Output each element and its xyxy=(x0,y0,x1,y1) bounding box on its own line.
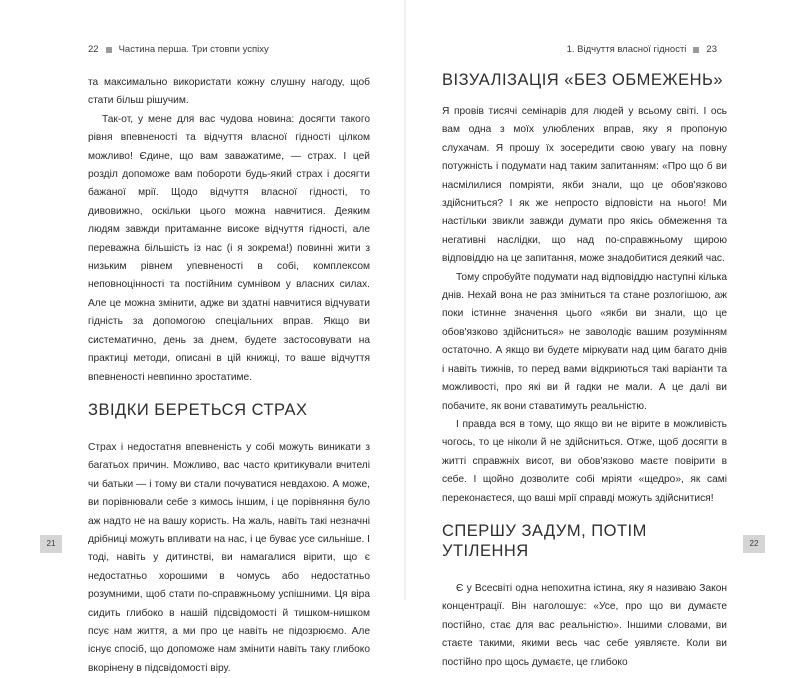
left-text-column xyxy=(88,74,370,678)
right-text-column xyxy=(442,71,727,672)
paragraph: Так-от, у мене для вас чудова новина: досягти такого рівня впевненості та відчуття власної гідності цілком можливо! Єдине, що вам заважатиме, — страх. І цей розділ допоможе вам побороти будь-який страх і досягти бажаної мрії. Щодо відчуття власної гідності, то дивовижно, оскільки цього можна навчитися. Деяким людям завжди притаманне високе відчуття гідності, але переважна більшість із нас (і я зокрема!) повинні жити з низьким рівнем упевненості в собі, комплексом неповноцінності та постійним сумнівом у власних силах. Але це можна змінити, адже ви здатні навчитися відчувати гідність за допомогою спеціальних вправ. Якщо ви систематично, день за днем, будете застосовувати на практиці методи, описані в цій книжці, то ваше відчуття впевненості невпинно зростатиме. xyxy=(88,113,370,383)
right-section-heading-1: ВІЗУАЛІЗАЦІЯ «БЕЗ ОБМЕЖЕНЬ» xyxy=(442,71,724,89)
left-page-folio: 21 xyxy=(40,535,62,553)
paragraph: Страх і недостатня впевненість у собі можуть виникати з багатьох причин. Можливо, вас часто критикували вчителі чи батьки — і тому ви стали почуватися невдахою. А може, ви порівнювали себе з кимось іншим, і це порівняння було аж надто не на вашу користь. На жаль, навіть такі незначні дрібниці можуть впливати на нас, і це буває усе сильніше. І тоді, навіть у дитинстві, ви намагалися вірити, що є недостатньо хорошими в чомусь або недостатньо розумними, щоб стати по-справжньому успішними. Ця віра сидить глибоко в нашій підсвідомості й тишком-нишком псує нам життя, а ми про це навіть не підозрюємо. Але існує спосіб, що допоможе нам змінити навіть таку глибоко вкорінену в підсвідомості віру. xyxy=(88,441,370,674)
paragraph: та максимально використати кожну слушну нагоду, щоб стати більш рішучим. xyxy=(88,77,370,107)
right-running-head xyxy=(567,44,717,55)
paragraph: Є у Всесвіті одна непохитна істина, яку я називаю Закон концентрації. Він наголошує: «Усе, про що ви думаєте постійно, стає для вас реальністю». Іншими словами, ви стаєте такими, якими весь час себе уявляєте. Коли ви постійно про щось думаєте, це глибоко xyxy=(442,582,727,668)
header-square-icon xyxy=(693,47,699,53)
right-page xyxy=(405,0,810,668)
left-running-head xyxy=(88,44,269,55)
right-header-page-number: 23 xyxy=(706,44,717,55)
left-bottom-paragraphs xyxy=(88,439,370,678)
left-page xyxy=(0,0,405,674)
right-section-heading-2: СПЕРШУ ЗАДУМ, ПОТІМ УТІЛЕННЯ xyxy=(442,521,647,560)
header-square-icon xyxy=(106,47,112,53)
left-top-paragraphs xyxy=(88,74,370,387)
right-header-title: 1. Відчуття власної гідності xyxy=(566,44,687,55)
right-page-folio: 22 xyxy=(743,535,765,553)
right-paragraphs-1 xyxy=(442,103,727,508)
left-header-page-number: 22 xyxy=(88,44,99,55)
paragraph: І правда вся в тому, що якщо ви не вірите в можливість чогось, то це ніколи й не здійсниться. Отже, щоб досягти в житті справжніх висот, ви обов'язково маєте повірити в себе. І щойно дозволите собі мріяти «щедро», як самі переконаєтеся, що ваші мрії справді можуть здійснитися! xyxy=(442,418,727,504)
left-header-title: Частина перша. Три стовпи успіху xyxy=(118,44,269,55)
right-paragraphs-2 xyxy=(442,580,727,672)
paragraph: Тому спробуйте подумати над відповіддю наступні кілька днів. Нехай вона не раз зміниться та стане розлогішою, аж поки істинне значення цього «якби ви знали, що це обов'язково здійсниться» не заволодіє вашим розумінням остаточно. А якщо ви будете міркувати над цим багато днів і навіть тижнів, то перед вами відкриються такі варіанти та можливості, про які ви й гадки не мали. А це далі ви побачите, як вони ставатимуть реальністю. xyxy=(442,271,727,412)
left-section-heading: ЗВІДКИ БЕРЕТЬСЯ СТРАХ xyxy=(88,400,308,419)
paragraph: Я провів тисячі семінарів для людей у всьому світі. І ось вам одна з моїх улюблених вправ, яку я пропоную слухачам. Я прошу їх зосередити свою увагу на повну потужність і подумати над таким запитанням: «Про що б ви насмілилися помріяти, якби знали, що це обов'язково здійсниться? І як же непросто відповісти на нього! Ми настільки звикли завжди думати про якісь обмеження та негативні наслідки, що над по-справжньому щирою відповіддю на це запитання, може знадобитися деякий час. xyxy=(442,106,727,265)
